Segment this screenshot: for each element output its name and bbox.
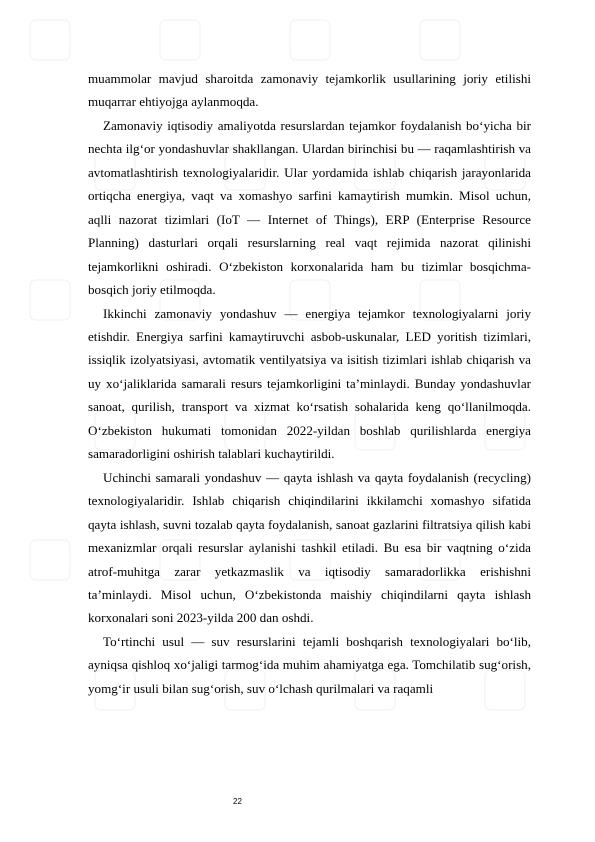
page-number: 22 (233, 797, 242, 806)
document-body (88, 67, 531, 700)
paragraph-5: To‘rtinchi usul — suv resurslarini tejamli boshqarish texnologiyalari bo‘lib, ayniqsa qishloq xo‘jaligi tarmog‘ida muhim ahamiyatga ega. Tomchilatib sug‘orish, yomg‘ir usuli bilan sug‘orish, suv o‘lchash qurilmalari va raqamli (88, 633, 531, 696)
paragraph-1: muammolar mavjud sharoitda zamonaviy tejamkorlik usullarining joriy etilishi muqarrar ehtiyojga aylanmoqda. (88, 71, 531, 110)
paragraph-4: Uchinchi samarali yondashuv — qayta ishlash va qayta foydalanish (recycling) texnologiyalaridir. Ishlab chiqarish chiqindilarini ikkilamchi xomashyo sifatida qayta ishlash, suvni tozalab qayta foydalanish, sanoat gazlarini filtratsiya qilish kabi mexanizmlar orqali resurslar aylanishi tashkil etiladi. Bu esa bir vaqtning o‘zida atrof-muhitga zarar yetkazmaslik va iqtisodiy samaradorlikka erishishni ta’minlaydi. Misol uchun, O‘zbekistonda maishiy chiqindilarni qayta ishlash korxonalari soni 2023-yilda 200 dan oshdi. (88, 469, 531, 626)
paragraph-2: Zamonaviy iqtisodiy amaliyotda resurslardan tejamkor foydalanish bo‘yicha bir nechta ilg‘or yondashuvlar shakllangan. Ulardan birinchisi bu — raqamlashtirish va avtomatlashtirish texnologiyalaridir. Ular yordamida ishlab chiqarish jarayonlarida ortiqcha energiya, vaqt va xomashyo sarfini kamaytirish mumkin. Misol uchun, aqlli nazorat tizimlari (IoT — Internet of Things), ERP (Enterprise Resource Planning) dasturlari orqali resurslarning real vaqt rejimida nazorat qilinishi tejamkorlikni oshiradi. O‘zbekiston korxonalarida ham bu tizimlar bosqichma-bosqich joriy etilmoqda. (88, 117, 531, 298)
paragraph-3: Ikkinchi zamonaviy yondashuv — energiya tejamkor texnologiyalarni joriy etishdir. Energiya sarfini kamaytiruvchi asbob-uskunalar, LED yoritish tizimlari, issiqlik izolyatsiyasi, avtomatik ventilyatsiya va isitish tizimlari ishlab chiqarish va uy xo‘jaliklarida samarali resurs tejamkorligini ta’minlaydi. Bunday yondashuvlar sanoat, qurilish, transport va xizmat ko‘rsatish sohalarida keng qo‘llanilmoqda. O‘zbekiston hukumati tomonidan 2022-yildan boshlab qurilishlarda energiya samaradorligini oshirish talablari kuchaytirildi. (88, 305, 531, 462)
